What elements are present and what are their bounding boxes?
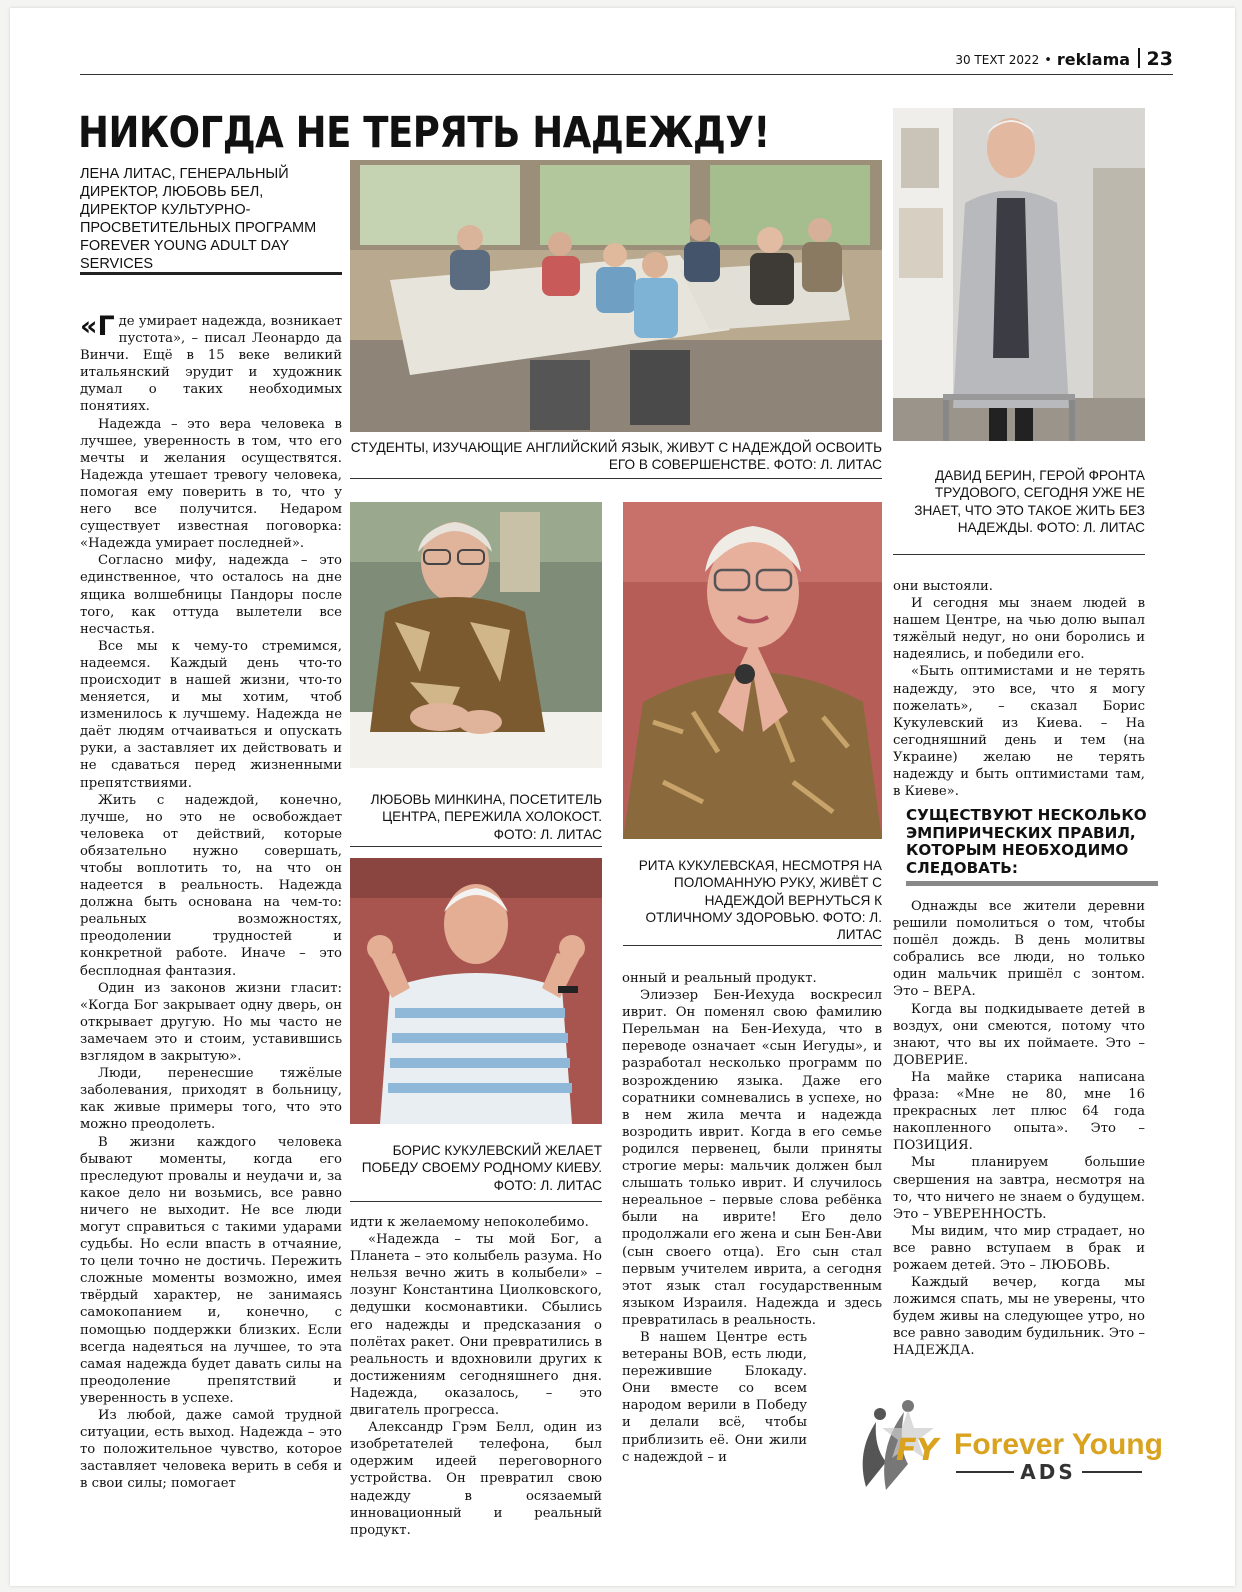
students-photo — [350, 160, 882, 432]
subhead-rule — [906, 881, 1158, 886]
paragraph: Согласно мифу, надежда – это единственное, что осталось на дне ящика волшебницы Пандоры после того, как оттуда вылетели все несчастья. — [80, 553, 342, 637]
paragraph: Однажды все жители деревни решили помолиться о том, чтобы пошёл дождь. В день молитвы собрались все люди, но только один мальчик пришёл с зонтом. Это – ВЕРА. — [893, 899, 1145, 1000]
page-header — [80, 48, 1173, 75]
paragraph: На майке старика написана фраза: «Мне не 80, мне 16 прекрасных лет плюс 64 года накопленного опыта». Это – ПОЗИЦИЯ. — [893, 1069, 1145, 1154]
david-photo-image — [893, 108, 1145, 441]
issue-date: 30 ТЕХТ 2022 — [955, 53, 1040, 67]
paragraph: «Быть оптимистами и не терять надежду, это все, что я могу пожелать», – сказал Борис Кукулевский из Киева. – На сегодняшний день и тем (на Украине) желаю не терять надежду и быть оптимистами там, в Киеве». — [893, 664, 1145, 800]
lyubov-photo — [350, 502, 602, 768]
caption-rule — [350, 846, 602, 847]
paragraph: Жить с надеждой, конечно, лучше, но это не освобождает человека от действий, которые обязательно нужно совершать, чтобы воплотить то, на что он надеется в реальность. Надежда должна быть основана на чем-то: реальных возможностях, преодолении трудностей и конкретной работе. Иначе – это бесплодная фантазия. — [80, 792, 342, 979]
paragraph: Элиэзер Бен-Иехуда воскресил иврит. Он поменял свою фамилию Перельман на Бен-Иехуда, что в переводе означает «сын Иегуды», и разработал несколько программ по возрождению языка. Даже его соратники сомневались в успехе, но в нем жила мечта и надежда возродить иврит. Когда в его семье родился первенец, были приняты строгие меры: мальчик должен был слышать только иврит. И случилось нереальное – первые слова ребёнка были на иврите! Его дело продолжали его жена и сын Бен-Ави (сын своего отца). Его сын стал первым учителем иврита, а сегодня этот язык стал государственным языком Израиля. Надежда и здесь превратилась в реальность. — [622, 988, 882, 1328]
boris-caption: БОРИС КУКУЛЕВСКИЙ ЖЕЛАЕТ ПОБЕДУ СВОЕМУ РОДНОМУ КИЕВУ. ФОТО: Л. ЛИТАС — [361, 1143, 602, 1193]
caption-rule — [350, 1201, 602, 1202]
logo-name: Forever Young — [954, 1428, 1163, 1461]
paragraph: Один из законов жизни гласит: «Когда Бог закрывает одну дверь, он открывает другую. Но мы часто не замечаем это и стоим, уставившись взглядом в закрытую». — [80, 980, 342, 1065]
paragraph: Надежда – это вера человека в лучшее, уверенность в том, что его мечты и желания осуществятся. Надежда утешает тревогу человека, помогая ему поверить в то, что у него все получится. Недаром существует известная поговорка: «Надежда умирает последней». — [80, 416, 342, 552]
forever-young-logo-mark — [846, 1392, 1166, 1502]
rita-photo-image — [623, 502, 882, 839]
paragraph: они выстояли. — [893, 579, 993, 594]
paragraph: Александр Грэм Белл, один из изобретателей телефона, был одержим идеей переговорного устройства. Он превратил свою надежду в осязаемый инновационный и реальный продукт. — [350, 1420, 602, 1538]
caption-rule — [623, 945, 882, 946]
paragraph: идти к желаемому непоколебимо. — [350, 1215, 589, 1230]
david-caption: ДАВИД БЕРИН, ГЕРОЙ ФРОНТА ТРУДОВОГО, СЕГОДНЯ УЖЕ НЕ ЗНАЕТ, ЧТО ЭТО ТАКОЕ ЖИТЬ БЕЗ НАДЕЖДЫ. ФОТО: Л. ЛИТАС — [914, 468, 1145, 535]
paragraph: «Надежда – ты мой Бог, а Планета – это колыбель разума. Но нельзя вечно жить в колыбели» – лозунг Константина Циолковского, дедушки космонавтики. Сбылись его надежды и предсказания о полётах ракет. Они превратились в реальность и вдохновили других к достижениям сегодняшнего дня. Надежда, оказалось, – это двигатель прогресса. — [350, 1232, 602, 1419]
byline: ЛЕНА ЛИТАС, ГЕНЕРАЛЬНЫЙ ДИРЕКТОР, ЛЮБОВЬ БЕЛ, ДИРЕКТОР КУЛЬТУРНО-ПРОСВЕТИТЕЛЬНЫХ ПРОГРАММ FOREVER YOUNG ADULT DAY SERVICES — [80, 166, 317, 272]
headline: НИКОГДА НЕ ТЕРЯТЬ НАДЕЖДУ! — [78, 108, 770, 158]
section-subhead: СУЩЕСТВУЮТ НЕСКОЛЬКО ЭМПИРИЧЕСКИХ ПРАВИЛ, КОТОРЫМ НЕОБХОДИМО СЛЕДОВАТЬ: — [906, 806, 1147, 877]
caption-rule — [350, 478, 882, 479]
students-photo-image — [350, 160, 882, 432]
rita-photo — [623, 502, 882, 839]
newspaper-page — [10, 8, 1235, 1586]
header-dot: • — [1044, 53, 1052, 68]
logo-sub: ADS — [1020, 1460, 1076, 1484]
paragraph: Все мы к чему-то стремимся, надеемся. Каждый день что-то происходит в нашей жизни, что-то меняется, и мы хотим, чтоб изменилось к лучшему. Надежда не даёт людям отчаиваться и опускать руки, а заставляет их действовать и не сдаваться перед жизненными препятствиями. — [80, 638, 342, 791]
lyubov-caption: ЛЮБОВЬ МИНКИНА, ПОСЕТИТЕЛЬ ЦЕНТРА, ПЕРЕЖИЛА ХОЛОКОСТ. ФОТО: Л. ЛИТАС — [370, 792, 602, 842]
boris-photo-image — [350, 858, 602, 1124]
paragraph: Когда вы подкидываете детей в воздух, они смеются, потому что знают, что вы их поймаете. Это – ДОВЕРИЕ. — [893, 1001, 1145, 1068]
paragraph: онный и реальный продукт. — [622, 971, 817, 986]
paragraph: Из любой, даже самой трудной ситуации, есть выход. Надежда – это то положительное чувство, которое заставляет человека верить в себя и в свои силы; помогает — [80, 1408, 342, 1492]
paragraph: Каждый вечер, когда мы ложимся спать, мы не уверены, что будем живы на следующее утро, но все равно заводим будильник. Это – НАДЕЖДА. — [893, 1275, 1145, 1359]
article-column-2 — [350, 1214, 602, 1539]
paragraph: В жизни каждого человека бывают моменты, когда его преследуют провалы и неудачи и, за какое дело ни возьмись, все равно ничего не выходит. Не все люди могут справиться с такими ударами судьбы. Но если впасть в отчаяние, то цели точно не достичь. Пережить сложные моменты возможно, имея твёрдый характер, не занимаясь самокопанием и, конечно, с помощью поддержки близких. Если всегда надеяться на лучшее, то эта самая надежда будет давать силы на преодоление препятствий и уверенность в успехе. — [80, 1134, 342, 1406]
rita-caption: РИТА КУКУЛЕВСКАЯ, НЕСМОТРЯ НА ПОЛОМАННУЮ РУКУ, ЖИВЁТ С НАДЕЖДОЙ ВЕРНУТЬСЯ К ОТЛИЧНОМУ ЗДОРОВЬЮ. ФОТО: Л. ЛИТАС — [638, 858, 882, 943]
lead-paragraph: «Где умирает надежда, возникает пустота», – писал Леонардо да Винчи. Ещё в 15 веке великий итальянский эрудит и художник думал о таких необходимых понятиях. — [80, 311, 342, 415]
byline-rule — [80, 272, 342, 275]
paragraph: В нашем Центре есть ветераны ВОВ, есть люди, пережившие Блокаду. Они вместе со всем народом верили в Победу и делали всё, чтобы приблизить её. Они жили с надеждой – и — [622, 1329, 807, 1465]
rules-column — [893, 898, 1145, 1360]
article-column-4 — [893, 578, 1145, 800]
students-caption: СТУДЕНТЫ, ИЗУЧАЮЩИЕ АНГЛИЙСКИЙ ЯЗЫК, ЖИВУТ С НАДЕЖДОЙ ОСВОИТЬ ЕГО В СОВЕРШЕНСТВЕ. ФОТО: Л. ЛИТАС — [350, 440, 882, 473]
lyubov-photo-image — [350, 502, 602, 768]
logo-monogram: FY — [896, 1433, 939, 1468]
article-column-1 — [80, 313, 342, 1492]
section-name: reklama — [1056, 50, 1131, 69]
paragraph: Люди, перенесшие тяжёлые заболевания, приходят в больницу, как живые примеры того, что это можно преодолеть. — [80, 1066, 342, 1133]
boris-photo — [350, 858, 602, 1124]
forever-young-logo — [846, 1392, 1166, 1502]
drop-cap: «Г — [80, 311, 115, 342]
paragraph: Мы планируем большие свершения на завтра, несмотря на то, что ничего не знаем о будущем. Это – УВЕРЕННОСТЬ. — [893, 1155, 1145, 1222]
paragraph: И сегодня мы знаем людей в нашем Центре, на чью долю выпал тяжёлый недуг, но они боролись и надеялись, и победили его. — [893, 596, 1145, 663]
page-number: 23 — [1146, 48, 1173, 70]
david-photo — [893, 108, 1145, 441]
article-column-3 — [622, 970, 882, 1466]
paragraph: Мы видим, что мир страдает, но все равно вступаем в брак и рожаем детей. Это – ЛЮБОВЬ. — [893, 1223, 1145, 1273]
header-separator — [1138, 48, 1140, 68]
caption-rule — [893, 554, 1145, 555]
